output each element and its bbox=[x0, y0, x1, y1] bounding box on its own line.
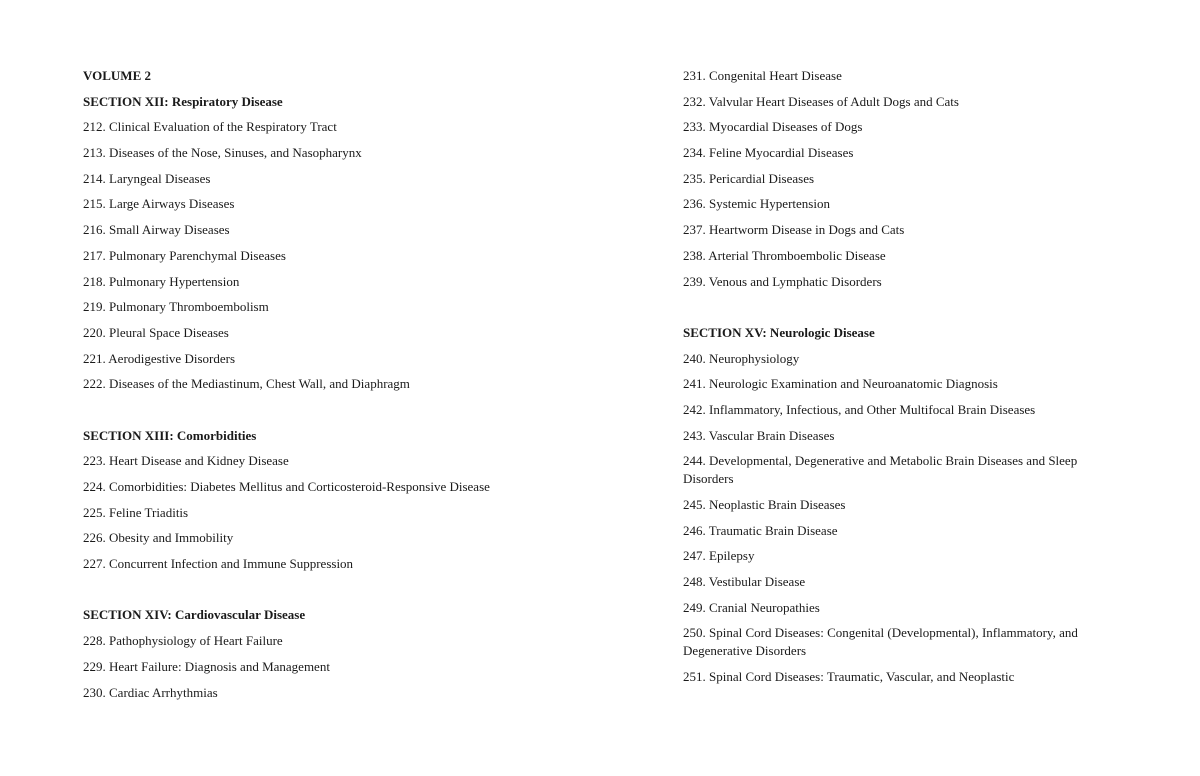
section-heading-section-xiii-comorbidities: SECTION XIII: Comorbidities bbox=[83, 427, 257, 443]
chapter-entry-243: 243. Vascular Brain Diseases bbox=[683, 427, 835, 443]
chapter-entry-247: 247. Epilepsy bbox=[683, 548, 755, 564]
chapter-entry-235: 235. Pericardial Diseases bbox=[683, 170, 815, 186]
chapter-entry-218: 218. Pulmonary Hypertension bbox=[83, 273, 240, 289]
chapter-entry-224: 224. Comorbidities: Diabetes Mellitus and Corticosteroid-Responsive Disease bbox=[83, 479, 490, 494]
chapter-entry-212: 212. Clinical Evaluation of the Respiratory Tract bbox=[83, 119, 337, 135]
chapter-entry-237: 237. Heartworm Disease in Dogs and Cats bbox=[683, 222, 905, 238]
chapter-entry-238: 238. Arterial Thromboembolic Disease bbox=[683, 247, 886, 263]
chapter-entry-230: 230. Cardiac Arrhythmias bbox=[83, 684, 218, 700]
chapter-entry-223: 223. Heart Disease and Kidney Disease bbox=[83, 453, 289, 469]
section-spacer bbox=[683, 298, 1103, 324]
chapter-entry-213: 213. Diseases of the Nose, Sinuses, and Nasopharynx bbox=[83, 145, 362, 161]
chapter-entry-241: 241. Neurologic Examination and Neuroanatomic Diagnosis bbox=[683, 376, 998, 392]
chapter-entry-236: 236. Systemic Hypertension bbox=[683, 196, 830, 212]
section-spacer bbox=[83, 401, 643, 427]
chapter-entry-228: 228. Pathophysiology of Heart Failure bbox=[83, 633, 283, 649]
chapter-entry-222: 222. Diseases of the Mediastinum, Chest Wall, and Diaphragm bbox=[83, 376, 410, 392]
chapter-entry-233: 233. Myocardial Diseases of Dogs bbox=[683, 119, 863, 135]
section-heading-volume-2: VOLUME 2 bbox=[83, 68, 151, 83]
chapter-entry-234: 234. Feline Myocardial Diseases bbox=[683, 145, 854, 161]
chapter-entry-249: 249. Cranial Neuropathies bbox=[683, 599, 820, 615]
chapter-entry-229: 229. Heart Failure: Diagnosis and Management bbox=[83, 658, 330, 674]
chapter-entry-227: 227. Concurrent Infection and Immune Suppression bbox=[83, 556, 354, 572]
chapter-entry-220: 220. Pleural Space Diseases bbox=[83, 324, 229, 340]
chapter-entry-239: 239. Venous and Lymphatic Disorders bbox=[683, 273, 882, 289]
section-heading-section-xv-neurologic-disease: SECTION XV: Neurologic Disease bbox=[683, 324, 875, 340]
chapter-entry-246: 246. Traumatic Brain Disease bbox=[683, 522, 838, 538]
chapter-entry-225: 225. Feline Triaditis bbox=[83, 504, 189, 520]
chapter-entry-231: 231. Congenital Heart Disease bbox=[683, 68, 842, 83]
chapter-entry-242: 242. Inflammatory, Infectious, and Other Multifocal Brain Diseases bbox=[683, 401, 1036, 417]
chapter-entry-215: 215. Large Airways Diseases bbox=[83, 196, 235, 212]
section-heading-section-xii-respiratory-disease: SECTION XII: Respiratory Disease bbox=[83, 93, 283, 109]
chapter-entry-248: 248. Vestibular Disease bbox=[683, 574, 806, 590]
chapter-entry-244: 244. Developmental, Degenerative and Metabolic Brain Diseases and Sleep Disorders bbox=[683, 453, 1078, 487]
chapter-entry-226: 226. Obesity and Immobility bbox=[83, 530, 234, 546]
chapter-entry-219: 219. Pulmonary Thromboembolism bbox=[83, 299, 269, 315]
chapter-entry-214: 214. Laryngeal Diseases bbox=[83, 170, 211, 186]
right-column bbox=[683, 67, 1103, 694]
section-heading-section-xiv-cardiovascular-disease: SECTION XIV: Cardiovascular Disease bbox=[83, 607, 306, 623]
chapter-entry-216: 216. Small Airway Diseases bbox=[83, 222, 230, 238]
chapter-entry-217: 217. Pulmonary Parenchymal Diseases bbox=[83, 247, 286, 263]
left-column bbox=[83, 67, 643, 709]
chapter-entry-240: 240. Neurophysiology bbox=[683, 350, 800, 366]
chapter-entry-221: 221. Aerodigestive Disorders bbox=[83, 350, 236, 366]
chapter-entry-251: 251. Spinal Cord Diseases: Traumatic, Vascular, and Neoplastic bbox=[683, 669, 1015, 685]
section-spacer bbox=[83, 581, 643, 607]
chapter-entry-245: 245. Neoplastic Brain Diseases bbox=[683, 497, 846, 512]
chapter-entry-250: 250. Spinal Cord Diseases: Congenital (Developmental), Inflammatory, and Degenerative Disorders bbox=[683, 625, 1078, 659]
chapter-entry-232: 232. Valvular Heart Diseases of Adult Dogs and Cats bbox=[683, 93, 959, 109]
